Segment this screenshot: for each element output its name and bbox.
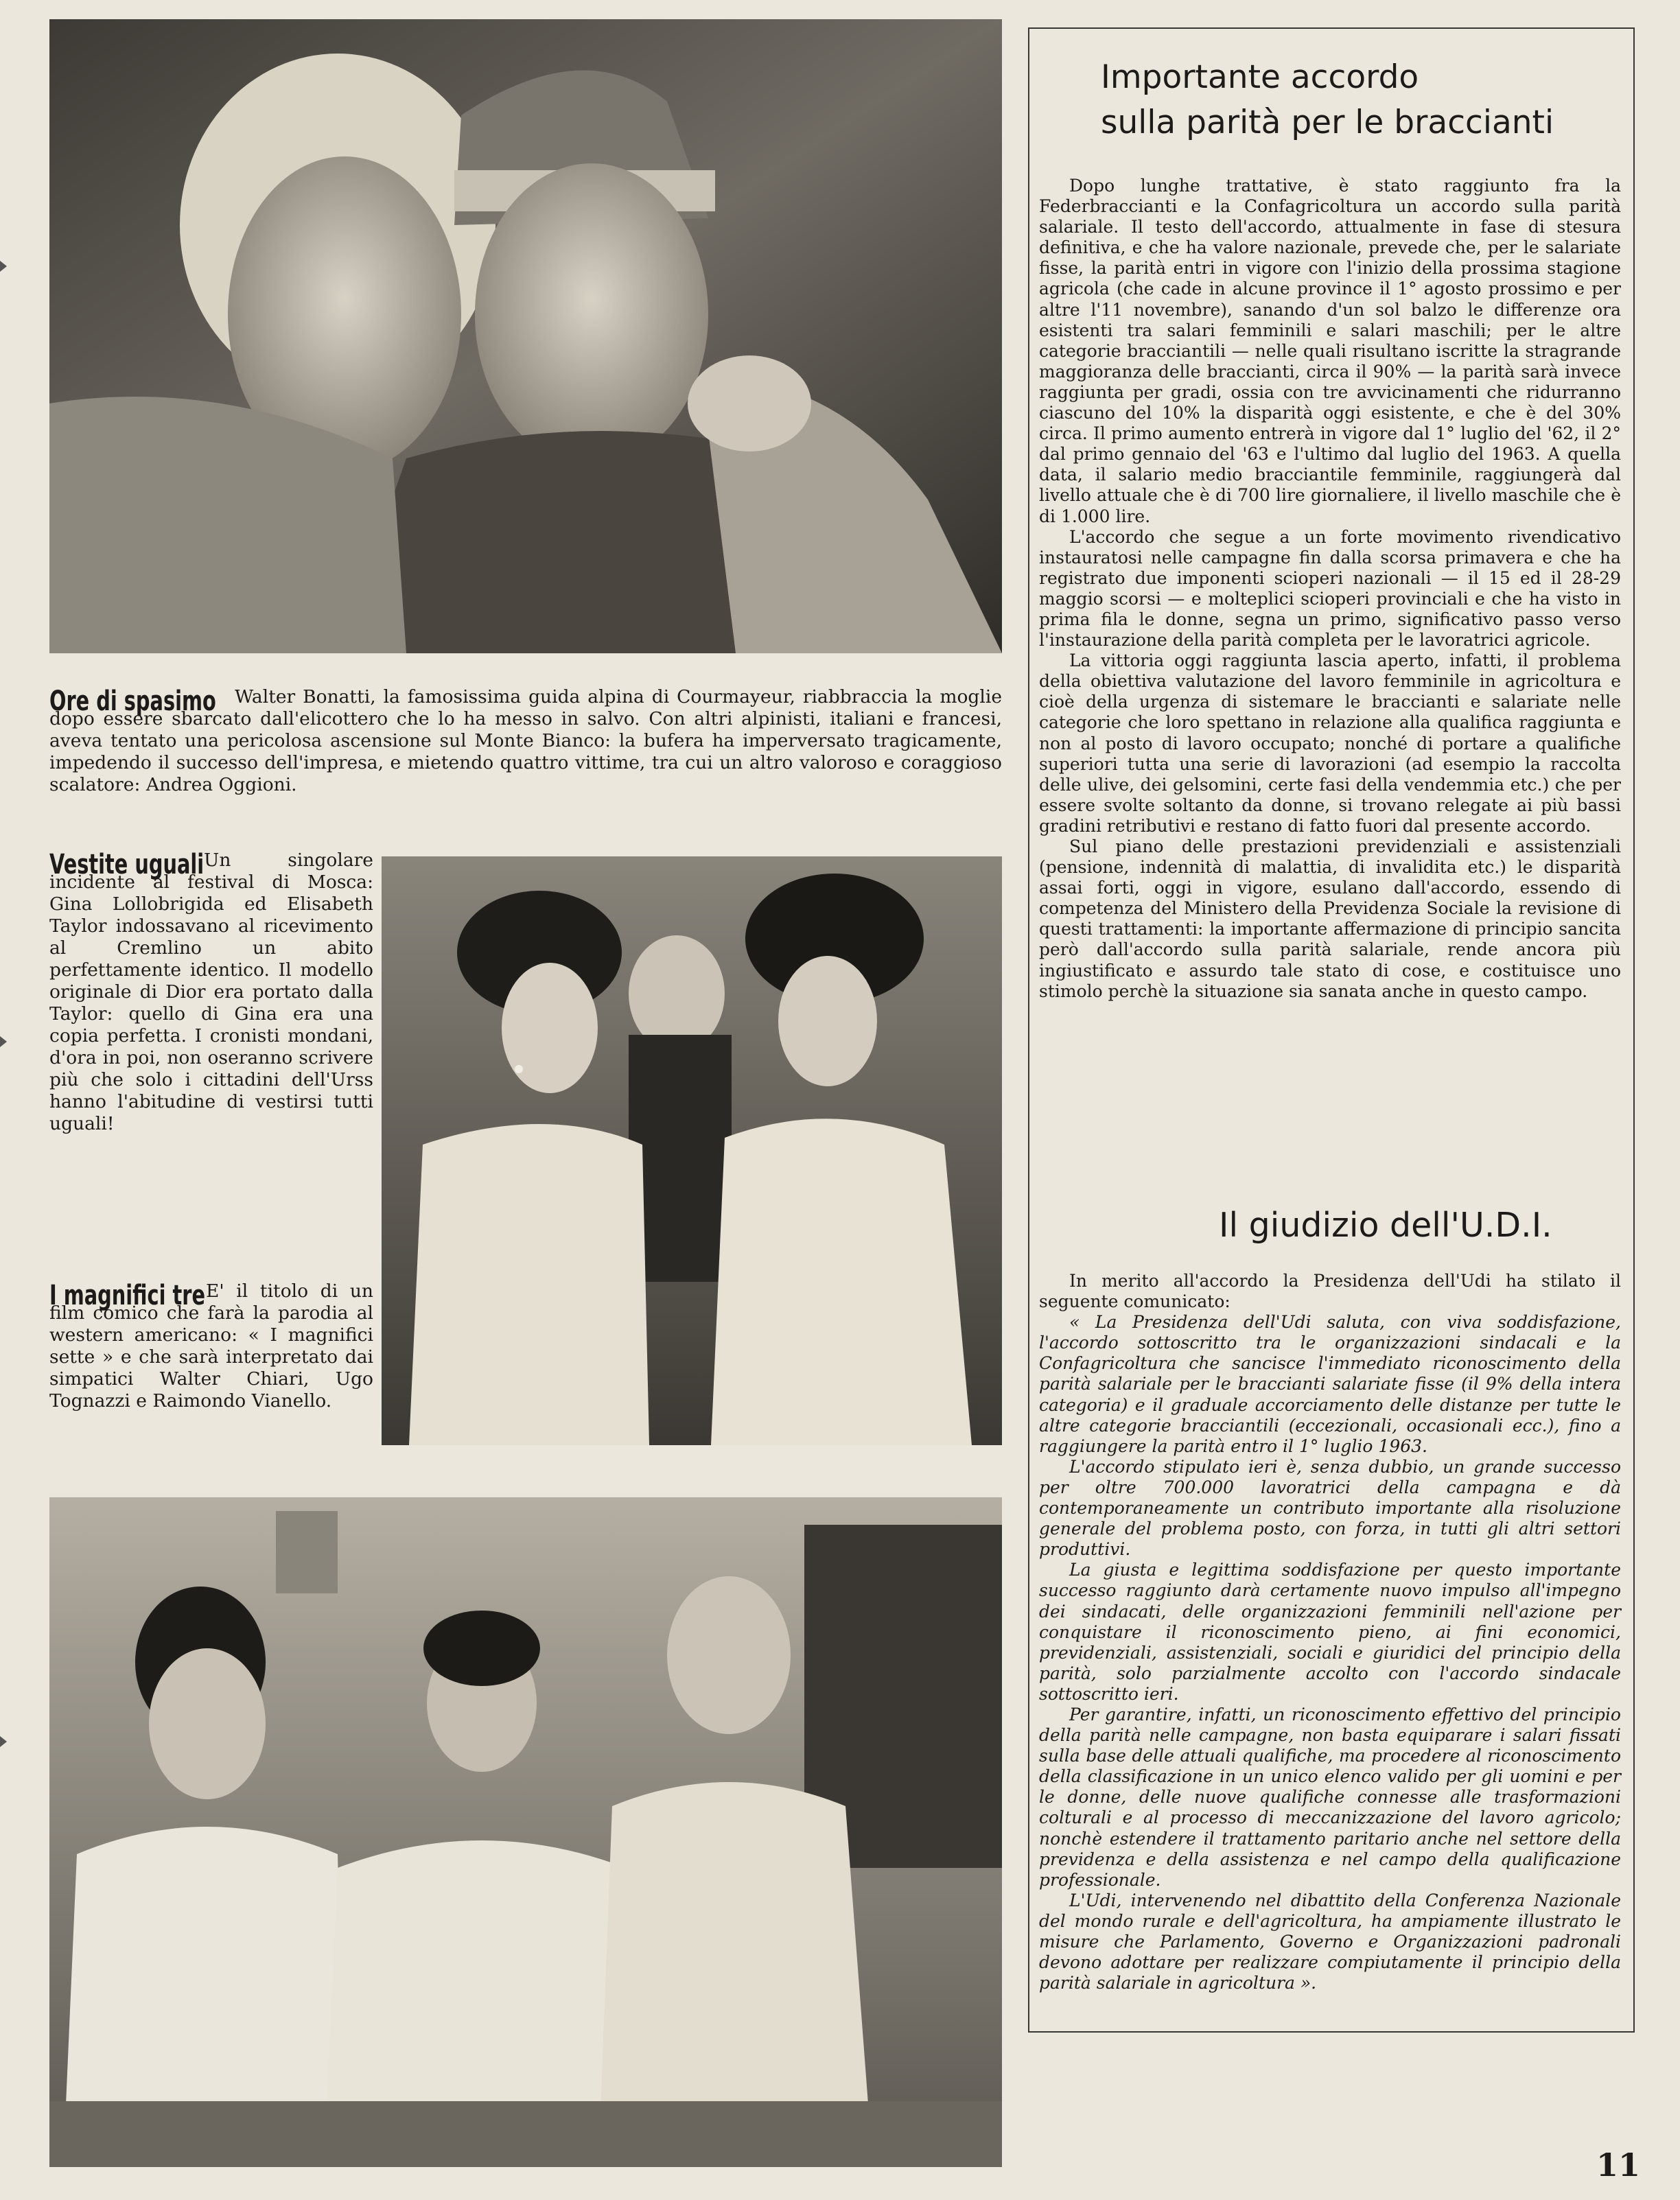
caption-heading: Ore di spasimo (49, 686, 216, 717)
udi-quote-paragraph: L'accordo stipulato ieri è, senza dubbio, un grande successo per oltre 700.000 lavoratrici della campagna e dà contemporaneamente un contributo importante alla risoluzione generale del problema posto, con forza, in tutti gli altri settori produttivi. (1039, 1456, 1621, 1560)
udi-quote-paragraph: L'Udi, intervenendo nel dibattito della Conferenza Nazionale del mondo rurale e dell'agricoltura, ha ampiamente illustrato le misure che Parlamento, Governo e Organizzazioni padronali devono adottare per realizzare compiutamente il principio della parità salariale in agricoltura ». (1039, 1890, 1621, 1993)
vestite-heading: Vestite uguali (49, 849, 205, 880)
article-title-line2: sulla parità per le braccianti (1101, 104, 1554, 141)
photo-bonatti-embrace (49, 19, 1002, 653)
binding-mark (0, 1736, 7, 1747)
binding-mark (0, 261, 7, 272)
udi-intro: In merito all'accordo la Presidenza dell'Udi ha stilato il seguente comunicato: (1039, 1271, 1621, 1312)
article-title-line1: Importante accordo (1101, 58, 1419, 96)
magnifici-text: E' il titolo di un film comico che farà la parodia al western americano: « I magnifici sette » e che sarà interpretato dai simpatici Walter Chiari, Ugo Tognazzi e Raimondo Vianello. (49, 1280, 373, 1412)
udi-quote-paragraph: Per garantire, infatti, un riconoscimento effettivo del principio della parità nelle campagne, non basta equiparare i salari fissati sulla base delle attuali qualifiche, ma procedere al riconoscimento della classificazione in un unico elenco valido per gli uomini e per le donne, delle nuove qualifiche connesse alle trasformazioni colturali e al processo di meccanizzazione del lavoro agricolo; nonchè estendere il trattamento paritario anche nel settore della previdenza e della assistenza e nel campo della qualificazione professionale. (1039, 1704, 1621, 1890)
udi-body (1039, 1271, 1621, 1993)
magnifici-heading: I magnifici tre (49, 1280, 206, 1311)
page-number: 11 (1596, 2146, 1641, 2184)
article-paragraph: Dopo lunghe trattative, è stato raggiunto fra la Federbraccianti e la Confagricoltura un accordo sulla parità salariale. Il testo dell'accordo, attualmente in fase di stesura definitiva, e che ha valore nazionale, prevede che, per le salariate fisse, la parità entri in vigore con l'inizio della prossima stagione agricola (che cade in alcune province il 1° agosto prossimo e per altre l'11 novembre), sanando d'un sol balzo le differenze ora esistenti tra salari femminili e salari maschili; per le altre categorie bracciantili — nelle quali risultano iscritte la stragrande maggioranza delle braccianti, circa il 90% — la parità sarà invece raggiunta per gradi, ossia con tre avvicinamenti che ridurranno ciascuno del 10% la disparità oggi esistente, e che è del 30% circa. Il primo aumento entrerà in vigore dal 1° luglio del '62, il 2° dal primo gennaio del '63 e l'ultimo dal luglio del 1963. A quella data, il salario medio bracciantile femminile, raggiungerà dal livello attuale che è di 700 lire giornaliere, il livello maschile che è di 1.000 lire. (1039, 176, 1621, 526)
caption-text: Walter Bonatti, la famosissima guida alpina di Courmayeur, riabbraccia la moglie dopo essere sbarcato dall'elicottero che lo ha messo in salvo. Con altri alpinisti, italiani e francesi, aveva tentato una pericolosa ascensione sul Monte Bianco: la bufera ha imperversato tragicamente, impedendo il successo dell'impresa, e mietendo quattro vittime, tra cui un altro valoroso e coraggioso scalatore: Andrea Oggioni. (49, 686, 1002, 795)
vestite-text: Un singolare incidente al festival di Mosca: Gina Lollobrigida ed Elisabeth Taylor indossavano al ricevimento al Cremlino un abito perfettamente identico. Il modello originale di Dior era portato dalla Taylor: quello di Gina era una copia perfetta. I cronisti mondani, d'ora in poi, non oseranno scrivere più che solo i cittadini dell'Urss hanno l'abitudine di vestirsi tutti uguali! (49, 850, 373, 1134)
binding-mark (0, 1036, 7, 1047)
photo-magnifici-tre (49, 1497, 1002, 2167)
udi-quote-paragraph: « La Presidenza dell'Udi saluta, con viva soddisfazione, l'accordo sottoscritto tra le organizzazioni sindacali e la Confagricoltura che sancisce l'immediato riconoscimento della parità salariale per le braccianti salariate fisse (il 9% della intera categoria) e il graduale accorciamento delle distanze per tutte le altre categorie bracciantili (eccezionali, occasionali ecc.), fino a raggiungere la parità entro il 1° luglio 1963. (1039, 1312, 1621, 1456)
article-paragraph: Sul piano delle prestazioni previdenziali e assistenziali (pensione, indennità di malattia, di invalidita etc.) le disparità assai forti, oggi in vigore, esulano dall'accordo, essendo di competenza del Ministero della Previdenza Sociale la revisione di questi trattamenti: la importante affermazione di principio sancita però dall'accordo sulla parità salariale, rende ancora più ingiustificato e assurdo tale stato di cose, e costituisce uno stimolo perchè la situazione sia sanata anche in questo campo. (1039, 836, 1621, 1001)
udi-title: Il giudizio dell'U.D.I. (1219, 1206, 1552, 1245)
article-paragraph: La vittoria oggi raggiunta lascia aperto, infatti, il problema della obiettiva valutazione del lavoro femminile in agricoltura e cioè della urgenza di sistemare le braccianti e salariate nelle categorie che loro spettano in relazione alla qualifica raggiunta e non al posto di lavoro occupato; nonché di portare a qualifiche superiori tutta una serie di lavorazioni (ad esempio la raccolta delle ulive, dei gelsomini, certe fasi della vendemmia etc.) che per essere svolte soltanto da donne, si trovano relegate ai più bassi gradini retributivi e restano di fatto fuori dal presente accordo. (1039, 651, 1621, 836)
article-body (1039, 176, 1621, 1002)
photo-lollobrigida-taylor (382, 856, 1002, 1445)
udi-quote-paragraph: La giusta e legittima soddisfazione per questo importante successo raggiunto darà certamente nuovo impulso all'impegno dei sindacati, delle organizzazioni femminili nell'azione per conquistare il riconoscimento pieno, ai fini economici, previdenziali, assistenziali, sociali e giuridici del principio della parità, solo parzialmente accolto con l'accordo sindacale sottoscritto ieri. (1039, 1560, 1621, 1704)
article-paragraph: L'accordo che segue a un forte movimento rivendicativo instauratosi nelle campagne fin dalla scorsa primavera e che ha registrato due imponenti scioperi nazionali — il 15 ed il 28-29 maggio scorsi — e molteplici scioperi provinciali e che ha visto in prima fila le donne, segna un primo, significativo passo verso l'instaurazione della parità completa per le lavoratrici agricole. (1039, 526, 1621, 651)
